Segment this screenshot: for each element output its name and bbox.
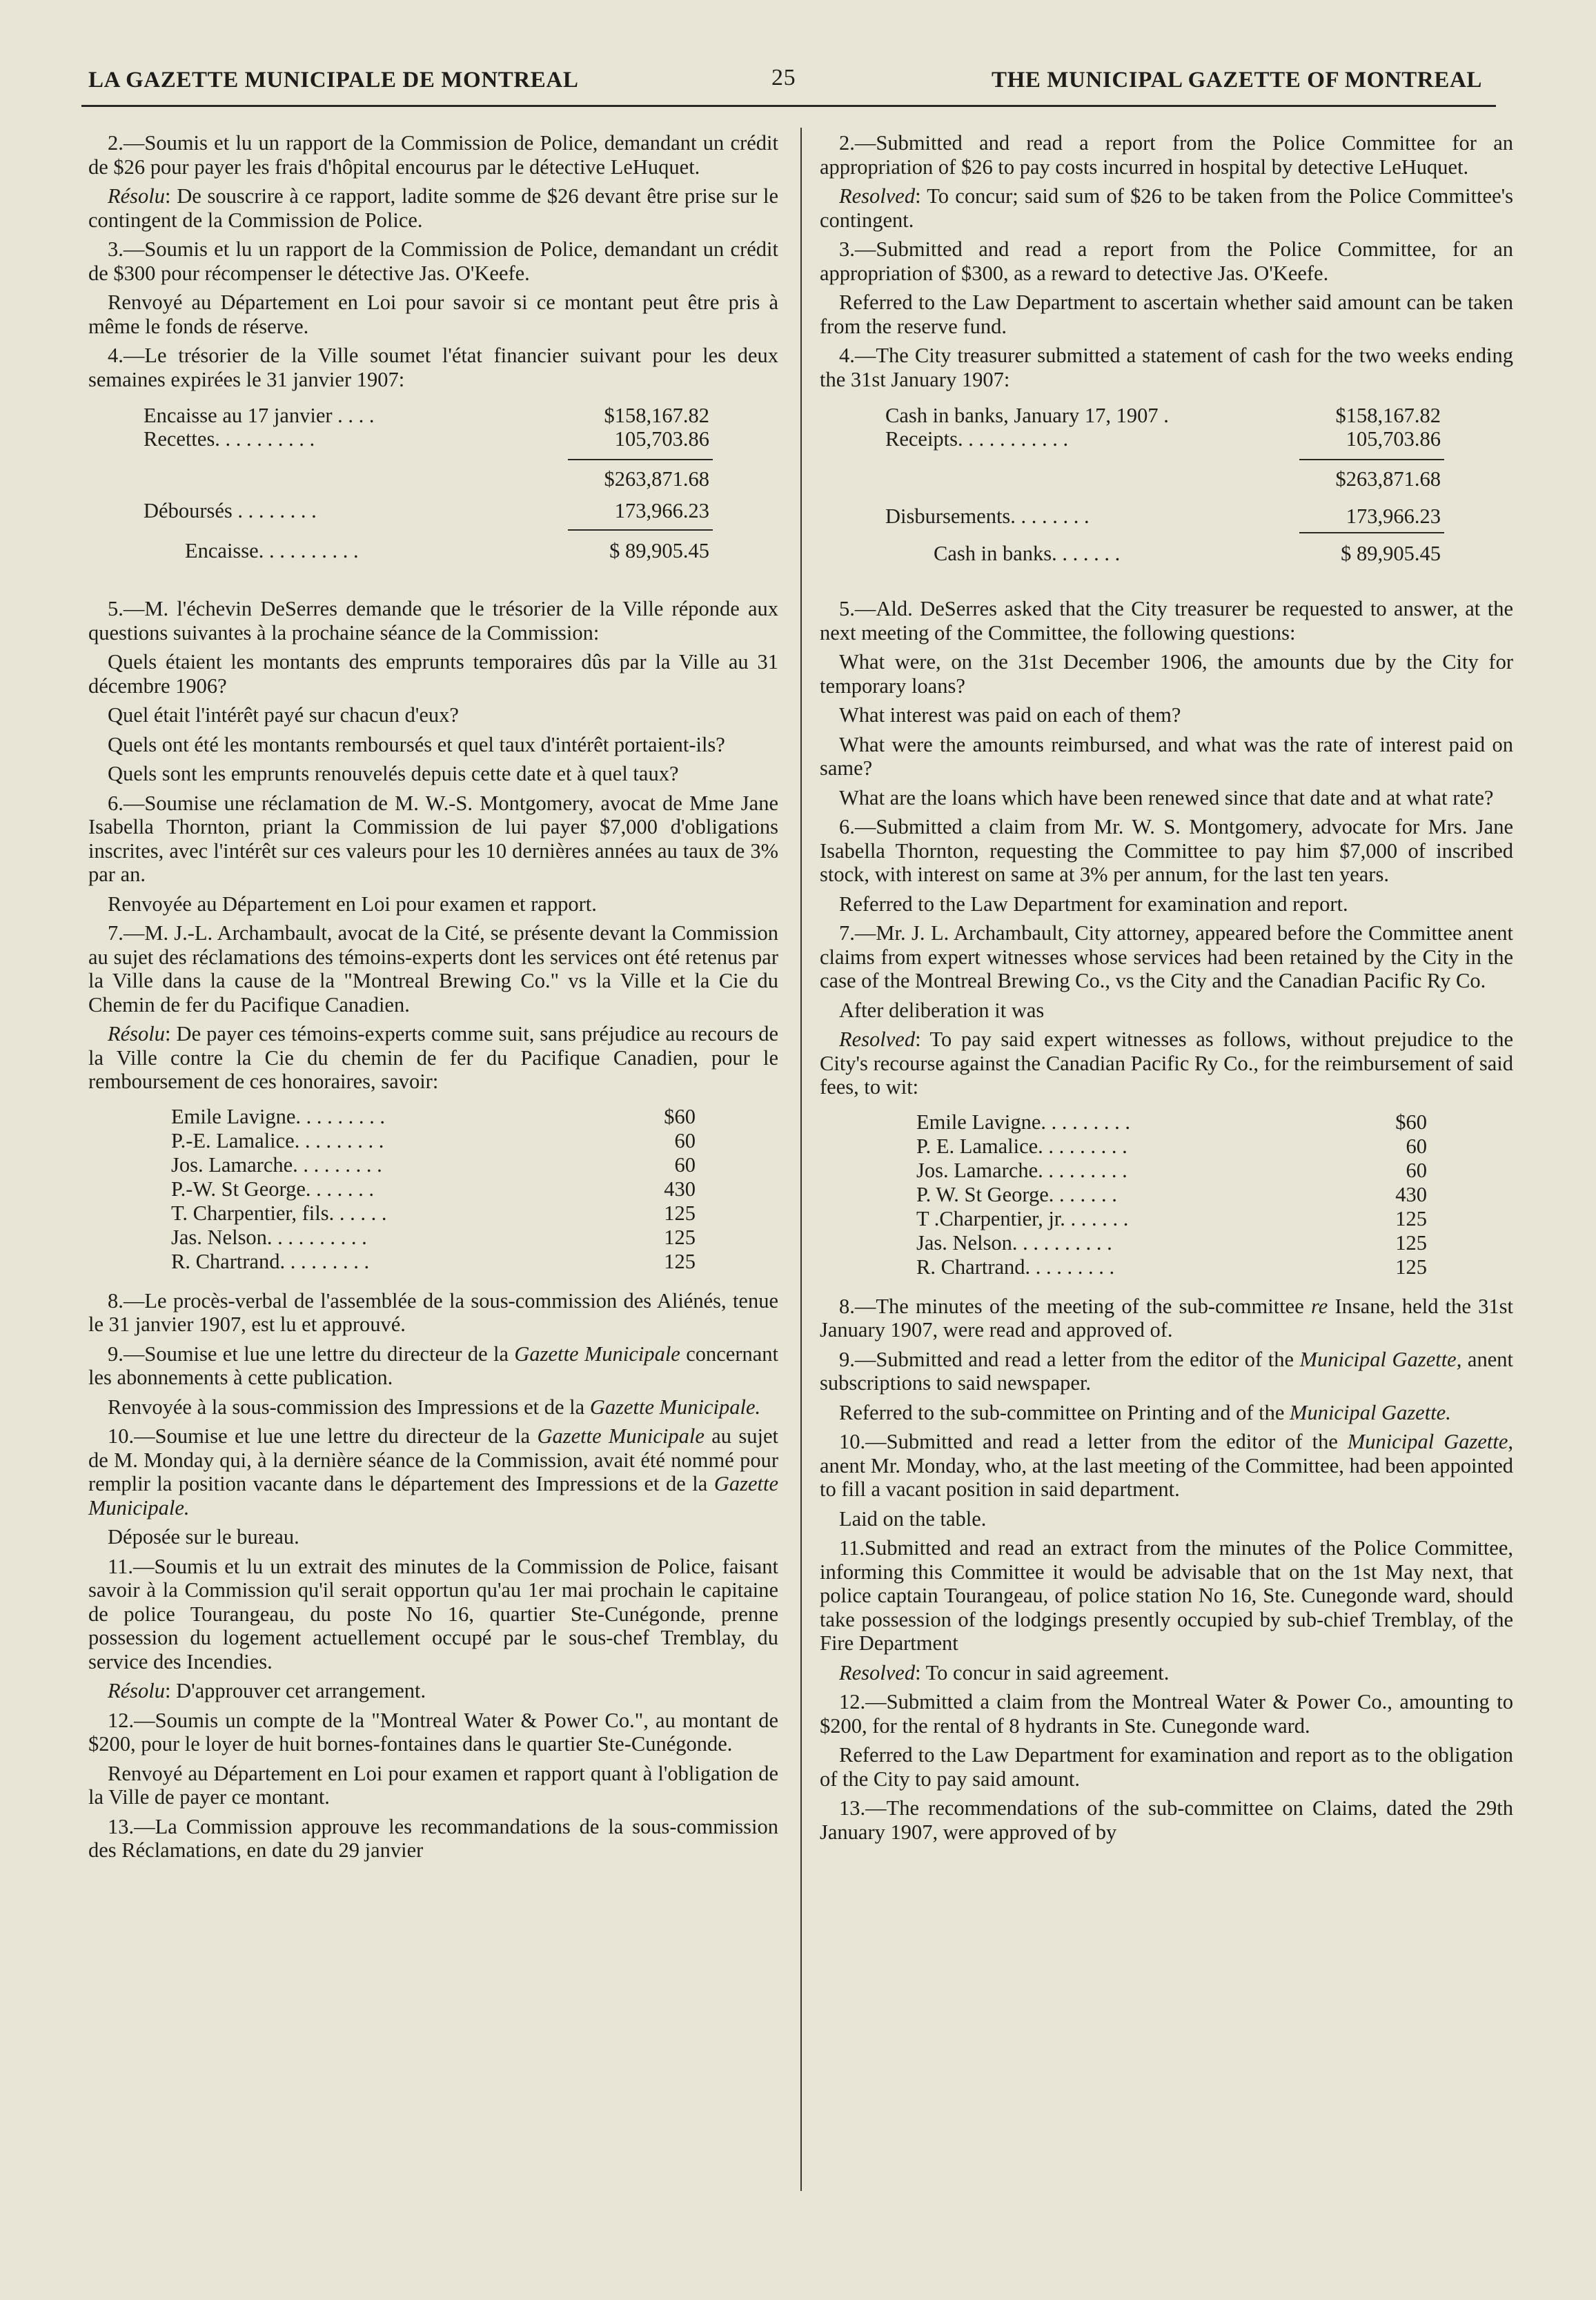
fr-fee-name: Emile Lavigne. . . . . . . . . <box>171 1104 386 1128</box>
en-ledger-row3-amount: 173,966.23 <box>1346 504 1441 528</box>
fr-fee-name: Jos. Lamarche. . . . . . . . . <box>171 1152 382 1177</box>
en-item-9 <box>820 1348 1513 1395</box>
fr-gazette-title-4: Gazette Municipale. <box>88 1472 778 1520</box>
en-item-9-referral <box>820 1401 1513 1425</box>
fr-ledger-row4-amount: $ 89,905.45 <box>609 539 709 562</box>
en-ledger-row4-label: Cash in banks. . . . . . . <box>934 542 1121 565</box>
en-item-12: 12.—Submitted a claim from the Montreal Water & Power Co., amounting to $200, for the rental of 8 hydrants in Ste. Cunegonde ward. <box>820 1690 1513 1738</box>
en-ledger-row4-amount: $ 89,905.45 <box>1341 542 1441 565</box>
fr-resolu-label-11: Résolu <box>108 1679 166 1702</box>
en-ledger-row1-amount: $158,167.82 <box>1335 404 1441 427</box>
fr-fee-amount: 125 <box>664 1201 696 1225</box>
en-item-11-resolution <box>820 1661 1513 1685</box>
en-item-8 <box>820 1295 1513 1342</box>
en-ledger-subtotal: $263,871.68 <box>1335 467 1441 491</box>
en-fee-row <box>820 1159 1513 1183</box>
en-fee-amount: 60 <box>1406 1134 1427 1158</box>
en-fee-row <box>820 1183 1513 1207</box>
fr-ledger-row4-label: Encaisse. . . . . . . . . . <box>185 539 359 562</box>
en-ledger-row2-amount: 105,703.86 <box>1346 427 1441 451</box>
en-item-11: 11.Submitted and read an extract from the minutes of the Police Committee, informing this Committee it would be advisable that on the 1st May next, that police captain Tourangeau, of police station No 16, Ste. Cunegonde ward, should take possession of the lodgings presently occupied by sub-chief Tremblay, of the Fire Department <box>820 1536 1513 1655</box>
fr-fee-row <box>88 1153 778 1177</box>
en-item-9-referral-text: Referred to the sub-committee on Printing and of the <box>839 1400 1290 1424</box>
en-fee-amount: 125 <box>1395 1230 1427 1255</box>
fr-item-13: 13.—La Commission approuve les recommandations de la sous-commission des Réclamations, en date du 29 janvier <box>88 1814 778 1862</box>
fr-item-10-text-mid: au sujet de M. Monday qui, à la dernière séance de la Commission, avait été nommé pour remplir la position vacante dans le département des Impressions et de la <box>88 1424 778 1495</box>
en-ledger-row3-label: Disbursements. . . . . . . . <box>885 504 1090 528</box>
en-ledger-rule-1 <box>1299 459 1444 460</box>
fr-fee-amount: 125 <box>664 1249 696 1273</box>
fr-ledger-row2-amount: 105,703.86 <box>614 427 709 451</box>
en-item-9-text: 9.—Submitted and read a letter from the editor of the <box>839 1347 1300 1371</box>
en-item-7-resolution <box>820 1028 1513 1099</box>
en-item-8-re: re <box>1310 1294 1328 1318</box>
fr-ledger-row2-label: Recettes. . . . . . . . . . <box>144 427 315 451</box>
en-witness-fees <box>820 1110 1513 1279</box>
fr-fee-row <box>88 1177 778 1201</box>
en-fee-row <box>820 1231 1513 1255</box>
en-resolved-label-11: Resolved <box>839 1660 916 1684</box>
en-item-6-referral: Referred to the Law Department for examination and report. <box>839 892 1348 916</box>
fr-item-7-resolution-text: : De payer ces témoins-experts comme suit, sans préjudice au recours de la Ville contre la Cie du chemin de fer du Pacifique Canadien, pour le remboursement de ces honoraires, savoir: <box>88 1022 778 1093</box>
fr-fee-name: T. Charpentier, fils. . . . . . <box>171 1201 387 1225</box>
en-item-7-resolution-text: : To pay said expert witnesses as follows, without prejudice to the City's recourse against the Canadian Pacific Ry Co., for the reimbursement of said fees, to wit: <box>820 1028 1513 1099</box>
fr-item-10-disposition: Déposée sur le bureau. <box>108 1525 299 1549</box>
fr-item-5-question-3: Quels ont été les montants remboursés et quel taux d'intérêt portaient-ils? <box>108 732 725 756</box>
fr-item-11-resolution-text: : D'approuver cet arrangement. <box>165 1679 426 1702</box>
fr-item-6-referral: Renvoyée au Département en Loi pour examen et rapport. <box>108 892 597 916</box>
fr-fee-name: P.-W. St George. . . . . . . <box>171 1177 374 1201</box>
english-column <box>820 131 1513 1849</box>
en-fee-name: P. W. St George. . . . . . . <box>916 1182 1117 1206</box>
en-item-2-resolution <box>820 184 1513 232</box>
fr-item-5-question-2: Quel était l'intérêt payé sur chacun d'eux? <box>108 703 459 727</box>
fr-gazette-title-2: Gazette Municipale. <box>589 1395 761 1419</box>
en-fee-amount: 125 <box>1395 1255 1427 1279</box>
en-item-10-text: 10.—Submitted and read a letter from the editor of the <box>839 1430 1348 1453</box>
en-item-7-deliberation: After deliberation it was <box>839 998 1045 1022</box>
fr-item-4: 4.—Le trésorier de la Ville soumet l'état financier suivant pour les deux semaines expirées le 31 janvier 1907: <box>88 344 778 391</box>
fr-fee-row <box>88 1129 778 1153</box>
fr-fee-row <box>88 1250 778 1274</box>
en-item-11-resolution-text: : To concur in said agreement. <box>915 1660 1170 1684</box>
fr-item-6: 6.—Soumise une réclamation de M. W.-S. Montgomery, avocat de Mme Jane Isabella Thornton, priant la Commission de lui payer $7,000 d'obligations inscrites, avec l'intérêt sur ces valeurs pour les 10 dernières années au taux de 3% par an. <box>88 791 778 886</box>
fr-item-9-text-end: concernant les abonnements à cette publication. <box>88 1341 779 1389</box>
en-item-5-question-2: What interest was paid on each of them? <box>839 703 1181 727</box>
fr-item-2-resolution <box>88 184 778 232</box>
fr-fee-row <box>88 1201 778 1226</box>
fr-item-7-resolution <box>88 1022 778 1094</box>
en-fee-amount: 430 <box>1395 1182 1427 1206</box>
fr-item-9-text: 9.—Soumise et lue une lettre du directeur de la <box>108 1341 515 1366</box>
en-fee-row <box>820 1255 1513 1279</box>
fr-ledger-row1-label: Encaisse au 17 janvier . . . . <box>144 404 375 427</box>
en-item-12-referral: Referred to the Law Department for examination and report as to the obligation of the City to pay said amount. <box>820 1743 1513 1791</box>
fr-ledger-rule-2 <box>568 529 713 531</box>
en-fee-row <box>820 1207 1513 1231</box>
en-item-5-question-4: What are the loans which have been renewed since that date and at what rate? <box>839 785 1494 809</box>
header-french-title: LA GAZETTE MUNICIPALE DE MONTREAL <box>88 68 579 92</box>
en-item-7: 7.—Mr. J. L. Archambault, City attorney, appeared before the Committee anent claims from expert witnesses whose services had been retained by the City in the case of the Montreal Brewing Co., vs the City and the Canadian Pacific Ry Co. <box>820 921 1513 992</box>
en-item-8-text: 8.—The minutes of the meeting of the sub-committee <box>839 1294 1311 1318</box>
en-gazette-title-2: Municipal Gazette. <box>1290 1400 1451 1424</box>
en-resolved-label-7: Resolved <box>839 1028 916 1051</box>
fr-ledger-row3-label: Déboursés . . . . . . . . <box>144 499 317 522</box>
header-english-title: THE MUNICIPAL GAZETTE OF MONTREAL <box>991 68 1482 92</box>
fr-item-2: 2.—Soumis et lu un rapport de la Commission de Police, demandant un crédit de $26 pour payer les frais d'hôpital encourus par le détective LeHuquet. <box>88 131 778 179</box>
fr-item-5: 5.—M. l'échevin DeSerres demande que le trésorier de la Ville réponde aux questions suivantes à la prochaine séance de la Commission: <box>88 597 778 645</box>
en-fee-row <box>820 1110 1513 1134</box>
en-fee-name: T .Charpentier, jr. . . . . . . <box>916 1206 1129 1230</box>
fr-item-11-resolution <box>88 1679 778 1703</box>
en-item-10-disposition: Laid on the table. <box>839 1506 987 1531</box>
fr-fee-name: Jas. Nelson. . . . . . . . . . <box>171 1225 367 1249</box>
fr-item-12-referral: Renvoyé au Département en Loi pour examen et rapport quant à l'obligation de la Ville de payer ce montant. <box>88 1761 778 1809</box>
fr-item-9 <box>88 1342 778 1390</box>
fr-fee-amount: 430 <box>664 1177 696 1201</box>
fr-item-10-text: 10.—Soumise et lue une lettre du directeur de la <box>108 1424 538 1448</box>
fr-gazette-title-3: Gazette Municipale <box>537 1424 705 1448</box>
french-column <box>88 131 778 1868</box>
fr-resolu-label-7: Résolu <box>108 1022 166 1045</box>
en-item-2: 2.—Submitted and read a report from the Police Committee for an appropriation of $26 to pay costs incurred in hospital by detective LeHuquet. <box>820 131 1513 179</box>
en-item-2-resolution-text: : To concur; said sum of $26 to be taken from the Police Committee's contingent. <box>820 184 1513 232</box>
en-item-6: 6.—Submitted a claim from Mr. W. S. Montgomery, advocate for Mrs. Jane Isabella Thornton, requesting the Committee to pay him $7,000 of inscribed stock, with interest on same at 3% per annum, for the last ten years. <box>820 815 1513 886</box>
fr-item-12: 12.—Soumis un compte de la "Montreal Water & Power Co.", au montant de $200, pour le loyer de huit bornes-fontaines dans le quartier Ste-Cunégonde. <box>88 1708 778 1756</box>
en-item-5: 5.—Ald. DeSerres asked that the City treasurer be requested to answer, at the next meeting of the Committee, the following questions: <box>820 597 1513 645</box>
fr-item-3: 3.—Soumis et lu un rapport de la Commission de Police, demandant un crédit de $300 pour récompenser le détective Jas. O'Keefe. <box>88 237 778 285</box>
en-ledger-row2-label: Receipts. . . . . . . . . . . <box>885 427 1069 451</box>
fr-item-9-referral-text: Renvoyée à la sous-commission des Impressions et de la <box>108 1395 590 1419</box>
fr-witness-fees <box>88 1105 778 1274</box>
fr-fee-row <box>88 1105 778 1129</box>
fr-fee-name: P.-E. Lamalice. . . . . . . . . <box>171 1128 384 1152</box>
en-fee-amount: 125 <box>1395 1206 1427 1230</box>
en-gazette-title-3: Municipal Gazette, <box>1347 1430 1513 1453</box>
en-item-3: 3.—Submitted and read a report from the Police Committee, for an appropriation of $300, as a reward to detective Jas. O'Keefe. <box>820 237 1513 285</box>
fr-item-7: 7.—M. J.-L. Archambault, avocat de la Cité, se présente devant la Commission au sujet des réclamations des témoins-experts dont les services ont été retenus par la Ville dans la cause de la "Montreal Brewing Co." vs la Ville et la Cie du Chemin de fer du Pacifique Canadien. <box>88 921 778 1016</box>
fr-cash-statement <box>88 404 778 582</box>
en-gazette-title: Municipal Gazette, <box>1299 1347 1462 1371</box>
fr-item-3-referral: Renvoyé au Département en Loi pour savoir si ce montant peut être pris à même le fonds de réserve. <box>88 291 778 338</box>
fr-fee-name: R. Chartrand. . . . . . . . . <box>171 1249 370 1273</box>
en-fee-name: Emile Lavigne. . . . . . . . . <box>916 1110 1131 1134</box>
en-item-9-text-end: anent subscriptions to said newspaper. <box>820 1347 1513 1395</box>
en-item-8-text-end: Insane, held the 31st January 1907, were read and approved of. <box>820 1294 1513 1341</box>
en-item-4: 4.—The City treasurer submitted a statement of cash for the two weeks ending the 31st January 1907: <box>820 344 1513 391</box>
fr-item-10 <box>88 1424 778 1520</box>
en-item-5-question-1: What were, on the 31st December 1906, the amounts due by the City for temporary loans? <box>820 650 1513 698</box>
fr-item-5-question-1: Quels étaient les montants des emprunts temporaires dûs par la Ville au 31 décembre 1906? <box>88 650 778 698</box>
fr-gazette-title: Gazette Municipale <box>514 1341 680 1366</box>
en-fee-row <box>820 1134 1513 1159</box>
en-cash-statement <box>820 404 1513 582</box>
fr-fee-amount: 60 <box>674 1152 696 1177</box>
en-ledger-row1-label: Cash in banks, January 17, 1907 . <box>885 404 1169 427</box>
en-resolved-label: Resolved <box>839 184 916 208</box>
running-head <box>88 61 1482 102</box>
en-ledger-rule-2 <box>1299 532 1444 533</box>
fr-item-9-referral <box>88 1395 778 1419</box>
en-item-10-text-end: anent Mr. Monday, who, at the last meeting of the Committee, had been appointed to fill a vacant position in said department. <box>820 1453 1513 1501</box>
en-fee-amount: 60 <box>1406 1158 1427 1182</box>
fr-ledger-row1-amount: $158,167.82 <box>604 404 709 427</box>
en-item-10 <box>820 1430 1513 1502</box>
en-item-5-question-3: What were the amounts reimbursed, and what was the rate of interest paid on same? <box>820 732 1513 780</box>
en-fee-name: R. Chartrand. . . . . . . . . <box>916 1255 1115 1279</box>
fr-item-5-question-4: Quels sont les emprunts renouvelés depuis cette date et à quel taux? <box>108 762 679 785</box>
fr-item-11: 11.—Soumis et lu un extrait des minutes de la Commission de Police, faisant savoir à la Commission qu'il serait opportun qu'au 1er mai prochain le capitaine de police Tourangeau, du poste No 16, quartier Ste-Cunégonde, prenne possession du logement actuellement occupé par le sous-chef Tremblay, du service des Incendies. <box>88 1554 778 1673</box>
column-divider <box>800 128 802 2191</box>
en-fee-name: P. E. Lamalice. . . . . . . . . <box>916 1134 1127 1158</box>
en-item-13: 13.—The recommendations of the sub-committee on Claims, dated the 29th January 1907, were approved of by <box>820 1796 1513 1844</box>
fr-ledger-subtotal: $263,871.68 <box>604 467 709 491</box>
fr-fee-amount: 60 <box>674 1128 696 1152</box>
en-item-3-referral: Referred to the Law Department to ascertain whether said amount can be taken from the reserve fund. <box>820 291 1513 338</box>
fr-fee-amount: 125 <box>664 1225 696 1249</box>
fr-ledger-row3-amount: 173,966.23 <box>614 499 709 522</box>
en-fee-name: Jos. Lamarche. . . . . . . . . <box>916 1158 1127 1182</box>
fr-fee-row <box>88 1226 778 1250</box>
fr-resolu-label: Résolu <box>108 184 166 208</box>
header-rule <box>81 105 1496 107</box>
en-fee-name: Jas. Nelson. . . . . . . . . . <box>916 1230 1112 1255</box>
fr-item-8: 8.—Le procès-verbal de l'assemblée de la sous-commission des Aliénés, tenue le 31 janvier 1907, est lu et approuvé. <box>88 1288 778 1336</box>
page-number: 25 <box>771 65 796 90</box>
fr-ledger-rule-1 <box>568 459 713 460</box>
en-fee-amount: $60 <box>1395 1110 1427 1134</box>
fr-item-2-resolution-text: : De souscrire à ce rapport, ladite somme de $26 devant être prise sur le contingent de la Commission de Police. <box>88 184 778 232</box>
fr-fee-amount: $60 <box>664 1104 696 1128</box>
